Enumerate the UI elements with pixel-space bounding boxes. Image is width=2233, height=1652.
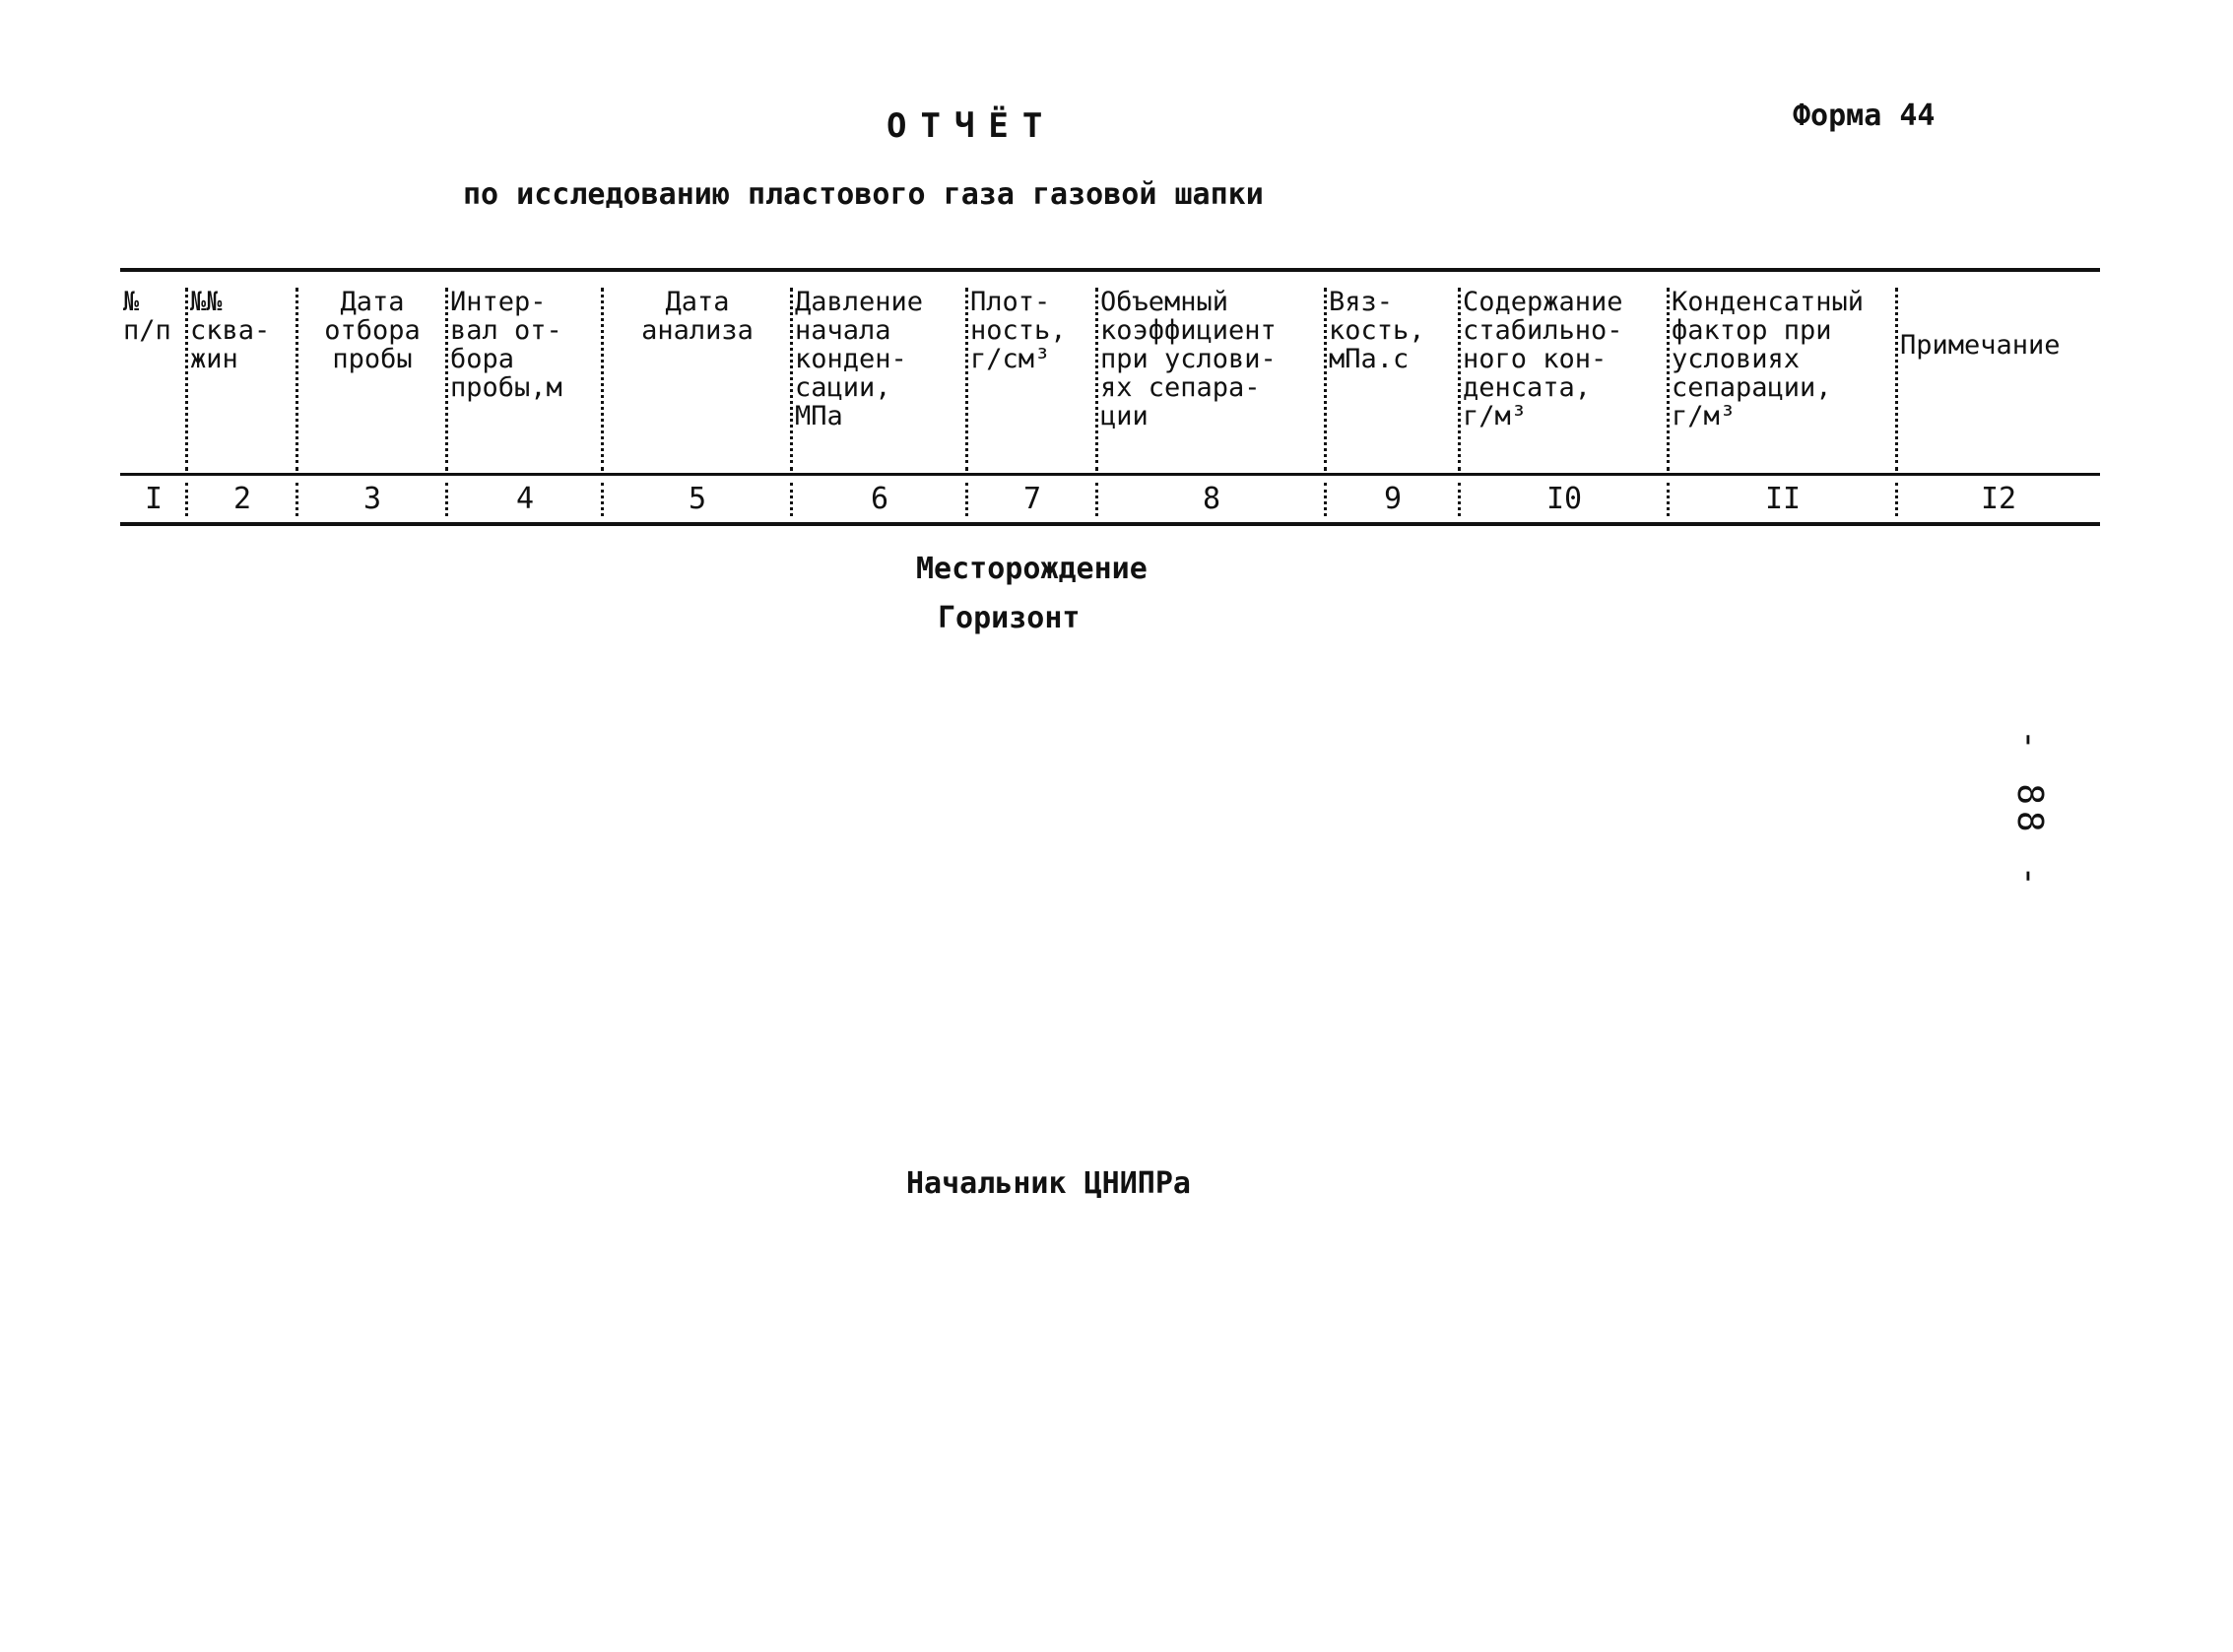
table-top-rule bbox=[120, 268, 2100, 272]
column-number-3: 3 bbox=[362, 482, 382, 516]
column-number-5: 5 bbox=[688, 482, 707, 516]
column-number-12: I2 bbox=[1980, 482, 2017, 516]
signature-line: Начальник ЦНИПРа bbox=[906, 1166, 1191, 1201]
column-separator bbox=[601, 288, 604, 471]
column-separator bbox=[1458, 483, 1461, 516]
column-header-density: Плот- ность, г/см³ bbox=[970, 287, 1067, 374]
column-header-condensate-content: Содержание стабильно- ного кон- денсата, г/м³ bbox=[1463, 287, 1623, 431]
page-number: - 88 - bbox=[2009, 729, 2050, 893]
column-header-volume-factor: Объемный коэффициент при услови- ях сепара- ции bbox=[1100, 287, 1277, 431]
column-separator bbox=[445, 288, 448, 471]
horizon-label: Горизонт bbox=[938, 601, 1081, 635]
report-title: ОТЧЁТ bbox=[887, 106, 1057, 146]
column-header-condensation-pressure: Давление начала конден- сации, МПа bbox=[795, 287, 924, 431]
column-header-analysis-date: Дата анализа bbox=[641, 287, 754, 346]
column-separator bbox=[1895, 288, 1898, 471]
column-number-10: I0 bbox=[1545, 482, 1583, 516]
column-separator bbox=[185, 288, 188, 471]
table-bottom-rule bbox=[120, 522, 2100, 526]
column-separator bbox=[1095, 483, 1098, 516]
column-header-sampling-interval: Интер- вал от- бора пробы,м bbox=[450, 287, 562, 403]
column-header-well-number: №№ сква- жин bbox=[190, 287, 271, 374]
column-separator bbox=[965, 483, 968, 516]
column-number-4: 4 bbox=[515, 482, 535, 516]
column-separator bbox=[185, 483, 188, 516]
column-number-9: 9 bbox=[1383, 482, 1403, 516]
column-number-8: 8 bbox=[1202, 482, 1221, 516]
column-separator bbox=[1095, 288, 1098, 471]
column-separator bbox=[1667, 288, 1670, 471]
table-header-rule bbox=[120, 473, 2100, 476]
column-header-viscosity: Вяз- кость, мПа.с bbox=[1329, 287, 1425, 374]
column-separator bbox=[1667, 483, 1670, 516]
column-number-11: II bbox=[1764, 482, 1802, 516]
deposit-label: Месторождение bbox=[916, 552, 1148, 586]
column-separator bbox=[1324, 288, 1327, 471]
column-header-sampling-date: Дата отбора пробы bbox=[324, 287, 421, 374]
column-separator bbox=[296, 483, 298, 516]
column-header-condensate-factor: Конденсатный фактор при условиях сепарации, г/м³ bbox=[1672, 287, 1865, 431]
column-separator bbox=[1324, 483, 1327, 516]
column-number-1: I bbox=[144, 482, 164, 516]
column-separator bbox=[790, 483, 793, 516]
column-number-7: 7 bbox=[1022, 482, 1042, 516]
column-number-2: 2 bbox=[232, 482, 252, 516]
form-number: Форма 44 bbox=[1793, 99, 1936, 133]
column-separator bbox=[1895, 483, 1898, 516]
column-separator bbox=[445, 483, 448, 516]
column-separator bbox=[1458, 288, 1461, 471]
column-separator bbox=[296, 288, 298, 471]
column-separator bbox=[965, 288, 968, 471]
column-header-row-number: № п/п bbox=[123, 287, 171, 346]
report-subtitle: по исследованию пластового газа газовой шапки bbox=[463, 177, 1264, 212]
column-separator bbox=[601, 483, 604, 516]
column-header-notes: Примечание bbox=[1900, 330, 2061, 361]
column-separator bbox=[790, 288, 793, 471]
column-number-6: 6 bbox=[870, 482, 889, 516]
